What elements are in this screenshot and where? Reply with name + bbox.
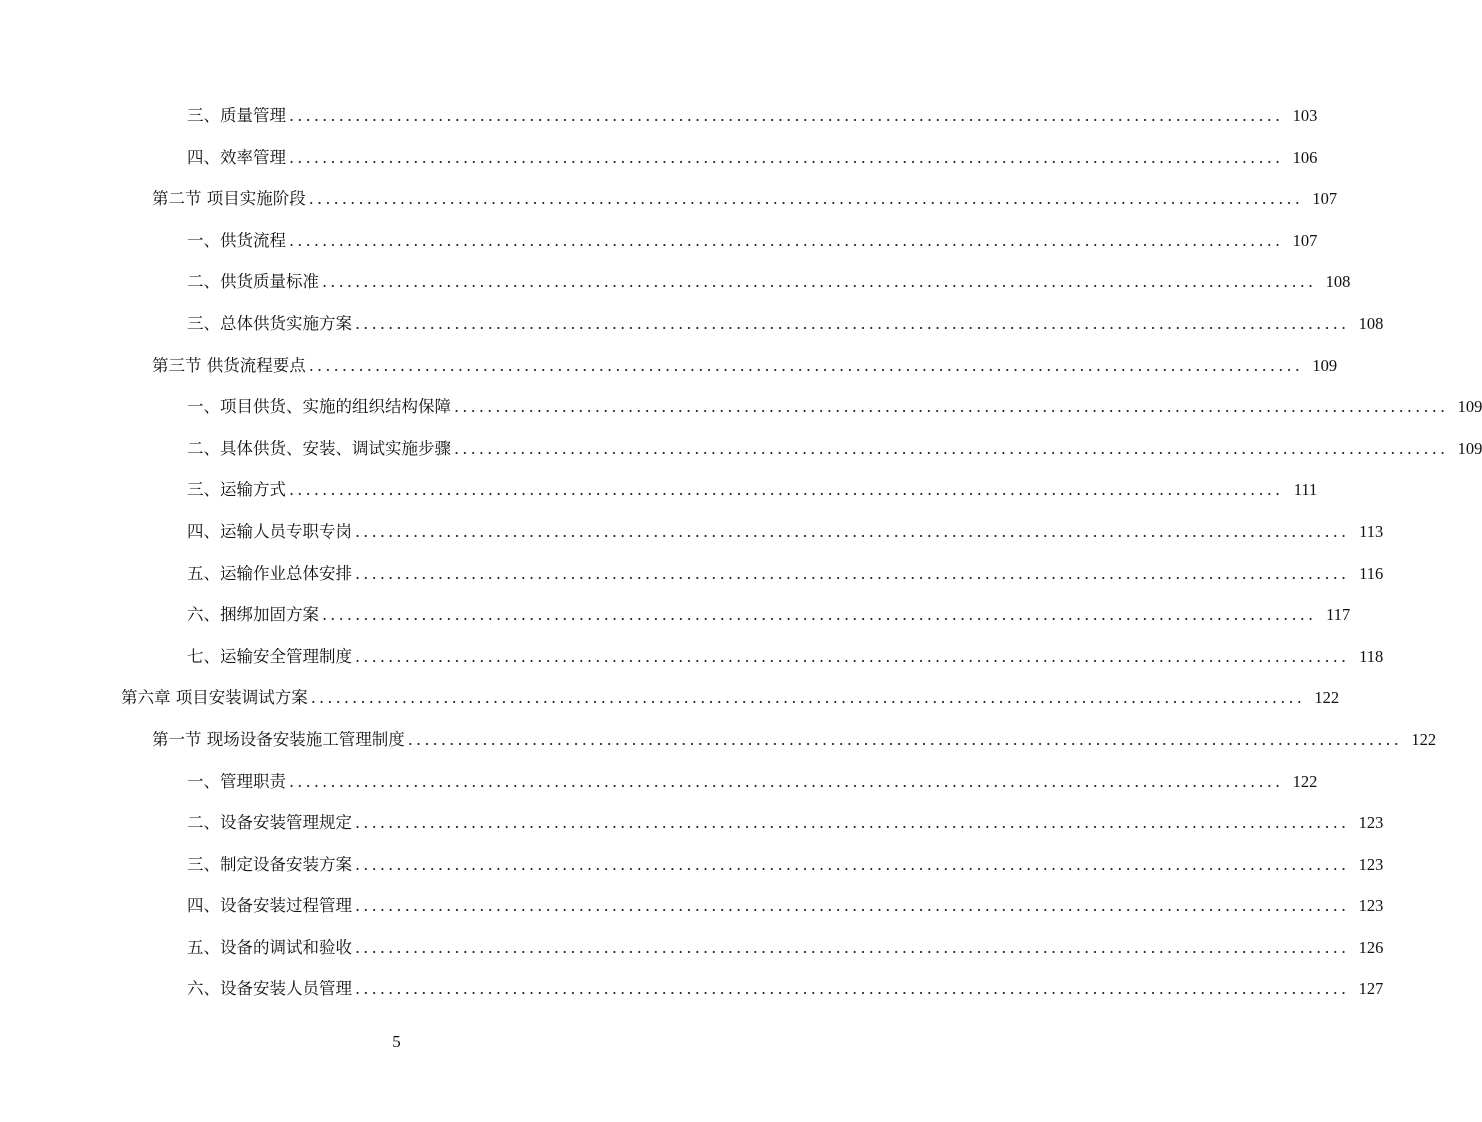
dot-leader: ........................................................................................................................ — [355, 896, 1350, 916]
toc-entry-page-number: 107 — [1292, 230, 1318, 250]
toc-entry[interactable] — [0, 137, 1318, 179]
dot-leader: ........................................................................................................................ — [289, 106, 1284, 125]
toc-entry-title: 六、设备安装人员管理 — [187, 979, 352, 999]
table-of-contents — [0, 95, 1482, 1010]
toc-entry[interactable] — [0, 636, 1384, 678]
dot-leader: ........................................................................................................................ — [308, 189, 1304, 209]
toc-entry-title: 第一节 现场设备安装施工管理制度 — [152, 729, 405, 749]
toc-entry-title: 三、质量管理 — [187, 106, 286, 125]
dot-leader: ........................................................................................................................ — [407, 729, 1403, 749]
toc-entry-title: 二、供货质量标准 — [187, 272, 319, 292]
toc-entry[interactable] — [0, 303, 1384, 345]
toc-entry[interactable] — [0, 261, 1351, 303]
toc-entry[interactable] — [0, 885, 1384, 927]
dot-leader: ........................................................................................................................ — [355, 937, 1350, 957]
toc-entry-title: 第二节 项目实施阶段 — [152, 189, 306, 209]
toc-entry[interactable] — [0, 469, 1318, 511]
toc-entry[interactable] — [0, 386, 1482, 428]
toc-entry[interactable] — [0, 553, 1384, 595]
toc-entry[interactable] — [0, 178, 1338, 220]
toc-entry-page-number: 122 — [1292, 771, 1318, 791]
toc-entry-page-number: 127 — [1358, 979, 1384, 999]
toc-entry-title: 四、运输人员专职专岗 — [187, 521, 352, 541]
dot-leader: ........................................................................................................................ — [454, 438, 1449, 458]
toc-entry-page-number: 108 — [1358, 313, 1384, 333]
toc-entry[interactable] — [0, 968, 1384, 1010]
dot-leader: ........................................................................................................................ — [322, 272, 1317, 292]
toc-entry[interactable] — [0, 844, 1384, 886]
toc-entry-title: 第六章 项目安装调试方案 — [121, 688, 308, 708]
toc-entry-page-number: 107 — [1312, 189, 1338, 209]
dot-leader: ........................................................................................................................ — [289, 771, 1284, 791]
toc-entry-title: 三、运输方式 — [187, 480, 286, 500]
toc-entry-page-number: 122 — [1314, 688, 1340, 708]
dot-leader: ........................................................................................................................ — [310, 688, 1306, 708]
toc-entry-page-number: 123 — [1358, 896, 1384, 916]
toc-entry-page-number: 126 — [1358, 937, 1384, 957]
toc-entry[interactable] — [0, 677, 1340, 719]
dot-leader: ........................................................................................................................ — [355, 563, 1350, 583]
toc-entry-page-number: 113 — [1359, 521, 1384, 541]
toc-entry-title: 二、具体供货、安装、调试实施步骤 — [187, 438, 451, 458]
toc-entry[interactable] — [0, 761, 1318, 803]
toc-entry-page-number: 109 — [1312, 355, 1338, 375]
toc-entry-page-number: 123 — [1358, 813, 1384, 833]
dot-leader: ........................................................................................................................ — [308, 355, 1304, 375]
toc-entry-page-number: 116 — [1359, 563, 1384, 583]
toc-entry-title: 三、制定设备安装方案 — [187, 854, 352, 874]
toc-entry-page-number: 111 — [1293, 480, 1318, 500]
toc-entry-page-number: 118 — [1359, 646, 1384, 666]
toc-entry[interactable] — [0, 95, 1318, 137]
dot-leader: ........................................................................................................................ — [355, 979, 1350, 999]
page-number: 5 — [392, 1032, 401, 1051]
toc-entry[interactable] — [0, 428, 1482, 470]
toc-entry-title: 一、管理职责 — [187, 771, 286, 791]
dot-leader: ........................................................................................................................ — [289, 230, 1284, 250]
toc-entry[interactable] — [0, 927, 1384, 969]
toc-entry[interactable] — [0, 594, 1351, 636]
toc-entry[interactable] — [0, 511, 1384, 553]
toc-entry-page-number: 108 — [1325, 272, 1351, 292]
toc-entry-page-number: 117 — [1326, 605, 1351, 625]
dot-leader: ........................................................................................................................ — [355, 313, 1350, 333]
toc-entry-title: 七、运输安全管理制度 — [187, 646, 352, 666]
toc-entry-title: 六、捆绑加固方案 — [187, 605, 319, 625]
toc-entry-page-number: 109 — [1457, 397, 1482, 417]
toc-entry-title: 四、效率管理 — [187, 147, 286, 167]
toc-entry[interactable] — [0, 220, 1318, 262]
dot-leader: ........................................................................................................................ — [322, 605, 1317, 625]
dot-leader: ........................................................................................................................ — [355, 521, 1350, 541]
toc-entry-page-number: 106 — [1292, 147, 1318, 167]
toc-entry-title: 五、运输作业总体安排 — [187, 563, 352, 583]
dot-leader: ........................................................................................................................ — [355, 854, 1350, 874]
toc-entry-title: 第三节 供货流程要点 — [152, 355, 306, 375]
toc-entry[interactable] — [0, 802, 1384, 844]
dot-leader: ........................................................................................................................ — [454, 397, 1449, 417]
dot-leader: ........................................................................................................................ — [289, 480, 1284, 500]
dot-leader: ........................................................................................................................ — [355, 813, 1350, 833]
toc-entry-title: 一、供货流程 — [187, 230, 286, 250]
toc-entry-page-number: 109 — [1457, 438, 1482, 458]
dot-leader: ........................................................................................................................ — [355, 646, 1350, 666]
toc-entry-title: 五、设备的调试和验收 — [187, 937, 352, 957]
dot-leader: ........................................................................................................................ — [289, 147, 1284, 167]
toc-entry-title: 一、项目供货、实施的组织结构保障 — [187, 397, 451, 417]
toc-entry-title: 二、设备安装管理规定 — [187, 813, 352, 833]
toc-entry-page-number: 103 — [1292, 106, 1318, 125]
toc-entry-page-number: 123 — [1358, 854, 1384, 874]
toc-entry-title: 三、总体供货实施方案 — [187, 313, 352, 333]
toc-entry[interactable] — [0, 345, 1338, 387]
toc-entry[interactable] — [0, 719, 1437, 761]
toc-entry-title: 四、设备安装过程管理 — [187, 896, 352, 916]
toc-entry-page-number: 122 — [1411, 729, 1437, 749]
